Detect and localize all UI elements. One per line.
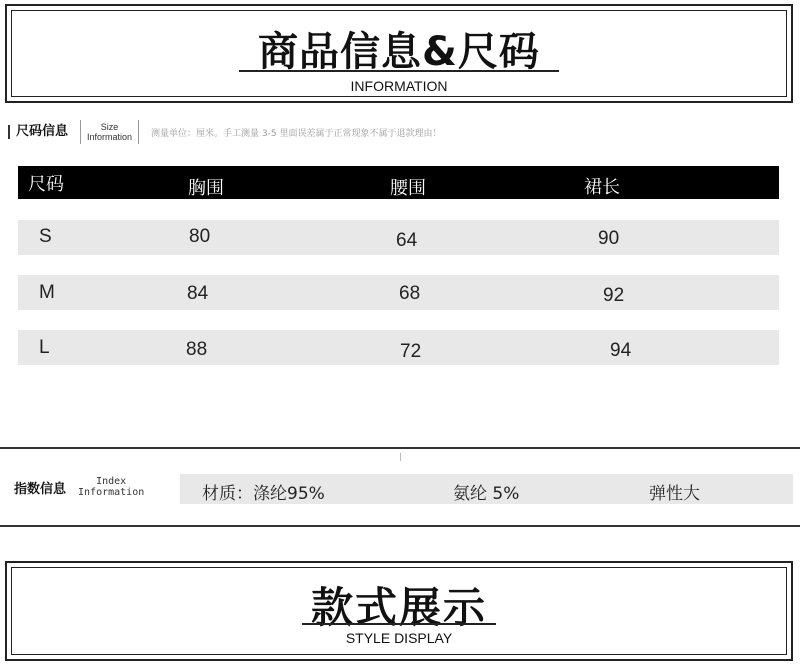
- spandex-text: 氨纶 5%: [453, 484, 520, 504]
- size-subtitle-line1: Size: [100, 122, 119, 132]
- table-cell-bust: 80: [189, 226, 211, 247]
- style-display-subtitle: STYLE DISPLAY: [345, 630, 453, 646]
- style-display-frame: [5, 561, 793, 661]
- section-divider: [0, 525, 800, 527]
- style-display-title: 款式展示: [310, 583, 487, 632]
- table-row: [18, 330, 779, 365]
- title-underline: [239, 70, 559, 72]
- size-section-subtitle: [80, 120, 139, 144]
- table-cell-waist: 64: [396, 230, 418, 251]
- column-header-size: 尺码: [28, 174, 64, 195]
- size-section-header: [8, 120, 441, 144]
- table-cell-size: M: [39, 282, 55, 303]
- index-section-title: 指数信息: [14, 481, 67, 497]
- table-cell-waist: 68: [399, 283, 421, 304]
- material-text: 材质：涤纶95%: [202, 484, 325, 504]
- index-subtitle-line1: Index: [96, 476, 127, 487]
- index-subtitle-line2: Information: [78, 487, 145, 498]
- table-cell-bust: 88: [186, 339, 208, 360]
- table-cell-bust: 84: [187, 283, 209, 304]
- index-section-subtitle: [78, 476, 144, 498]
- index-info-bar: [180, 474, 793, 504]
- column-header-waist: 腰围: [390, 178, 426, 199]
- table-cell-length: 90: [598, 228, 620, 249]
- index-section-header: [14, 476, 144, 498]
- elasticity-text: 弹性大: [649, 484, 700, 504]
- table-cell-waist: 72: [400, 341, 422, 362]
- size-section-title: 尺码信息: [8, 125, 68, 139]
- section-divider: [0, 447, 800, 449]
- table-cell-size: S: [39, 226, 52, 247]
- page-title: 商品信息&尺码: [258, 29, 540, 75]
- table-row: [18, 275, 779, 310]
- size-subtitle-line2: Information: [87, 132, 133, 142]
- divider-tick: [400, 453, 401, 461]
- table-cell-length: 92: [603, 285, 625, 306]
- column-header-bust: 胸围: [188, 178, 224, 199]
- table-row: [18, 220, 779, 255]
- table-cell-size: L: [39, 337, 50, 358]
- measurement-note: 测量单位：厘米。手工测量 3-5 里面误差属于正常现象不属于退款理由！: [151, 128, 442, 139]
- page-subtitle: INFORMATION: [350, 78, 448, 94]
- style-title-underline: [302, 623, 496, 625]
- table-cell-length: 94: [610, 340, 632, 361]
- column-header-length: 裙长: [584, 177, 620, 198]
- header-frame: [5, 4, 793, 103]
- size-table-header: [18, 166, 779, 199]
